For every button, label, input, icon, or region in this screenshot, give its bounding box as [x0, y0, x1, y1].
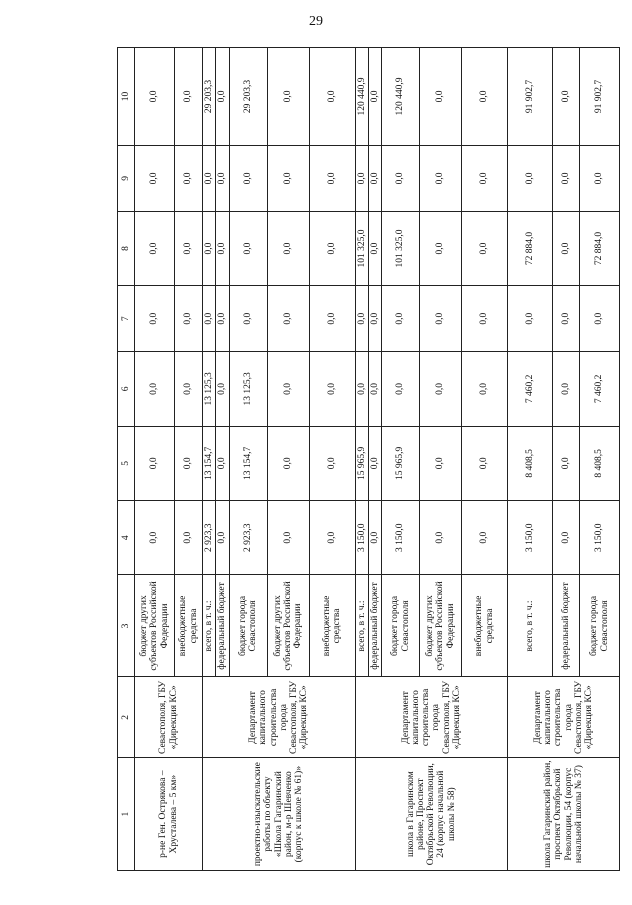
value-cell: 3 150,0	[508, 501, 553, 575]
value-cell: 0,0	[368, 145, 381, 211]
column-header: 2	[118, 677, 135, 758]
finance-table	[117, 47, 620, 871]
value-cell: 0,0	[267, 426, 309, 500]
rotated-table-wrapper	[117, 47, 610, 871]
funding-source-cell: всего, в т. ч.:	[355, 575, 368, 677]
table-row	[135, 48, 175, 871]
value-cell: 15 965,9	[382, 426, 420, 500]
funding-source-cell: федеральный бюджет	[553, 575, 580, 677]
value-cell: 0,0	[355, 286, 368, 352]
funding-source-cell: внебюджетные средства	[309, 575, 355, 677]
column-header: 10	[118, 48, 135, 146]
value-cell: 0,0	[420, 145, 462, 211]
value-cell: 0,0	[368, 501, 381, 575]
value-cell: 0,0	[462, 501, 508, 575]
value-cell: 29 203,3	[203, 48, 216, 146]
value-cell: 101 325,0	[382, 211, 420, 285]
funding-source-cell: внебюджетные средства	[175, 575, 203, 677]
value-cell: 120 440,9	[355, 48, 368, 146]
object-name-cell: р-не Ген. Острякова – Хрусталева – 5 км»	[135, 758, 203, 871]
value-cell: 0,0	[420, 426, 462, 500]
value-cell: 0,0	[368, 426, 381, 500]
executor-cell: Севастополя, ГБУ «Дирекция КС»	[135, 677, 203, 758]
value-cell: 0,0	[382, 286, 420, 352]
value-cell: 0,0	[216, 145, 229, 211]
value-cell: 0,0	[553, 501, 580, 575]
object-name-cell: школа Гагаринский район, проспект Октябрьской Революции, 54 (корпус начальной школы № 37)	[508, 758, 620, 871]
header-row	[118, 48, 135, 871]
funding-source-cell: бюджет города Севастополя	[580, 575, 620, 677]
value-cell: 0,0	[135, 48, 175, 146]
value-cell: 0,0	[553, 145, 580, 211]
funding-source-cell: бюджет других субъектов Российской Федерации	[267, 575, 309, 677]
table-body	[135, 48, 620, 871]
value-cell: 0,0	[368, 286, 381, 352]
value-cell: 3 150,0	[355, 501, 368, 575]
value-cell: 0,0	[229, 286, 267, 352]
value-cell: 0,0	[267, 48, 309, 146]
value-cell: 0,0	[229, 211, 267, 285]
value-cell: 0,0	[508, 145, 553, 211]
value-cell: 0,0	[309, 426, 355, 500]
value-cell: 0,0	[462, 426, 508, 500]
funding-source-cell: всего, в т. ч.:	[203, 575, 216, 677]
value-cell: 0,0	[135, 211, 175, 285]
value-cell: 0,0	[309, 501, 355, 575]
value-cell: 0,0	[420, 352, 462, 426]
funding-source-cell: всего, в т. ч.:	[508, 575, 553, 677]
table-row	[203, 48, 216, 871]
funding-source-cell: бюджет города Севастополя	[382, 575, 420, 677]
value-cell: 0,0	[462, 145, 508, 211]
value-cell: 7 460,2	[580, 352, 620, 426]
value-cell: 0,0	[267, 501, 309, 575]
column-header: 1	[118, 758, 135, 871]
value-cell: 0,0	[216, 48, 229, 146]
value-cell: 0,0	[420, 501, 462, 575]
value-cell: 0,0	[175, 145, 203, 211]
column-header: 9	[118, 145, 135, 211]
value-cell: 0,0	[462, 211, 508, 285]
value-cell: 2 923,3	[229, 501, 267, 575]
value-cell: 0,0	[508, 286, 553, 352]
value-cell: 0,0	[553, 352, 580, 426]
value-cell: 3 150,0	[382, 501, 420, 575]
value-cell: 0,0	[135, 501, 175, 575]
value-cell: 0,0	[203, 211, 216, 285]
value-cell: 0,0	[355, 145, 368, 211]
value-cell: 0,0	[135, 286, 175, 352]
value-cell: 0,0	[175, 211, 203, 285]
object-name-cell: школа в Гагаринском районе, Проспект Октябрьской Революции, 24 (корпус начальной школы № 58)	[355, 758, 508, 871]
value-cell: 0,0	[309, 352, 355, 426]
value-cell: 0,0	[462, 286, 508, 352]
column-header: 4	[118, 501, 135, 575]
value-cell: 0,0	[420, 48, 462, 146]
executor-cell: Департамент капитального строительства города Севастополя, ГБУ «Дирекция КС»	[203, 677, 356, 758]
value-cell: 0,0	[216, 352, 229, 426]
value-cell: 0,0	[309, 286, 355, 352]
value-cell: 0,0	[175, 352, 203, 426]
value-cell: 0,0	[267, 352, 309, 426]
value-cell: 13 125,3	[203, 352, 216, 426]
value-cell: 91 902,7	[580, 48, 620, 146]
value-cell: 0,0	[420, 286, 462, 352]
value-cell: 0,0	[553, 48, 580, 146]
value-cell: 0,0	[553, 211, 580, 285]
value-cell: 0,0	[267, 145, 309, 211]
funding-source-cell: бюджет других субъектов Российской Федерации	[420, 575, 462, 677]
funding-source-cell: бюджет других субъектов Российской Федерации	[135, 575, 175, 677]
column-header: 7	[118, 286, 135, 352]
column-header: 6	[118, 352, 135, 426]
table-row	[508, 48, 553, 871]
value-cell: 120 440,9	[382, 48, 420, 146]
value-cell: 0,0	[175, 286, 203, 352]
value-cell: 0,0	[216, 211, 229, 285]
value-cell: 0,0	[382, 145, 420, 211]
value-cell: 0,0	[216, 426, 229, 500]
value-cell: 7 460,2	[508, 352, 553, 426]
value-cell: 0,0	[420, 211, 462, 285]
value-cell: 101 325,0	[355, 211, 368, 285]
funding-source-cell: федеральный бюджет	[216, 575, 229, 677]
value-cell: 8 408,5	[580, 426, 620, 500]
value-cell: 0,0	[175, 501, 203, 575]
object-name-cell: проектно-изыскательские работы по объекту «Школа Гагаринский район, м-р Шевченко (корпус к школе № 61)»	[203, 758, 356, 871]
table-row	[355, 48, 368, 871]
funding-source-cell: федеральный бюджет	[368, 575, 381, 677]
value-cell: 72 884,0	[508, 211, 553, 285]
value-cell: 0,0	[216, 501, 229, 575]
value-cell: 2 923,3	[203, 501, 216, 575]
column-header: 8	[118, 211, 135, 285]
value-cell: 0,0	[229, 145, 267, 211]
table-frame	[117, 47, 610, 871]
value-cell: 72 884,0	[580, 211, 620, 285]
value-cell: 0,0	[462, 48, 508, 146]
value-cell: 0,0	[175, 426, 203, 500]
value-cell: 15 965,9	[355, 426, 368, 500]
value-cell: 0,0	[216, 286, 229, 352]
value-cell: 0,0	[368, 352, 381, 426]
value-cell: 13 125,3	[229, 352, 267, 426]
value-cell: 0,0	[355, 352, 368, 426]
value-cell: 0,0	[267, 286, 309, 352]
value-cell: 0,0	[309, 211, 355, 285]
value-cell: 29 203,3	[229, 48, 267, 146]
value-cell: 0,0	[175, 48, 203, 146]
column-header: 3	[118, 575, 135, 677]
value-cell: 0,0	[135, 352, 175, 426]
funding-source-cell: внебюджетные средства	[462, 575, 508, 677]
value-cell: 8 408,5	[508, 426, 553, 500]
executor-cell: Департамент капитального строительства города Севастополя, ГБУ «Дирекция КС»	[355, 677, 508, 758]
value-cell: 0,0	[382, 352, 420, 426]
value-cell: 13 154,7	[229, 426, 267, 500]
value-cell: 0,0	[309, 48, 355, 146]
value-cell: 3 150,0	[580, 501, 620, 575]
value-cell: 0,0	[580, 286, 620, 352]
value-cell: 91 902,7	[508, 48, 553, 146]
value-cell: 0,0	[368, 48, 381, 146]
value-cell: 13 154,7	[203, 426, 216, 500]
value-cell: 0,0	[135, 426, 175, 500]
value-cell: 0,0	[580, 145, 620, 211]
value-cell: 0,0	[309, 145, 355, 211]
value-cell: 0,0	[135, 145, 175, 211]
value-cell: 0,0	[553, 286, 580, 352]
value-cell: 0,0	[203, 286, 216, 352]
funding-source-cell: бюджет города Севастополя	[229, 575, 267, 677]
value-cell: 0,0	[553, 426, 580, 500]
value-cell: 0,0	[368, 211, 381, 285]
value-cell: 0,0	[462, 352, 508, 426]
value-cell: 0,0	[203, 145, 216, 211]
column-header: 5	[118, 426, 135, 500]
page-number: 29	[309, 14, 323, 29]
value-cell: 0,0	[267, 211, 309, 285]
executor-cell: Департамент капитального строительства города Севастополя, ГБУ «Дирекция КС»	[508, 677, 620, 758]
